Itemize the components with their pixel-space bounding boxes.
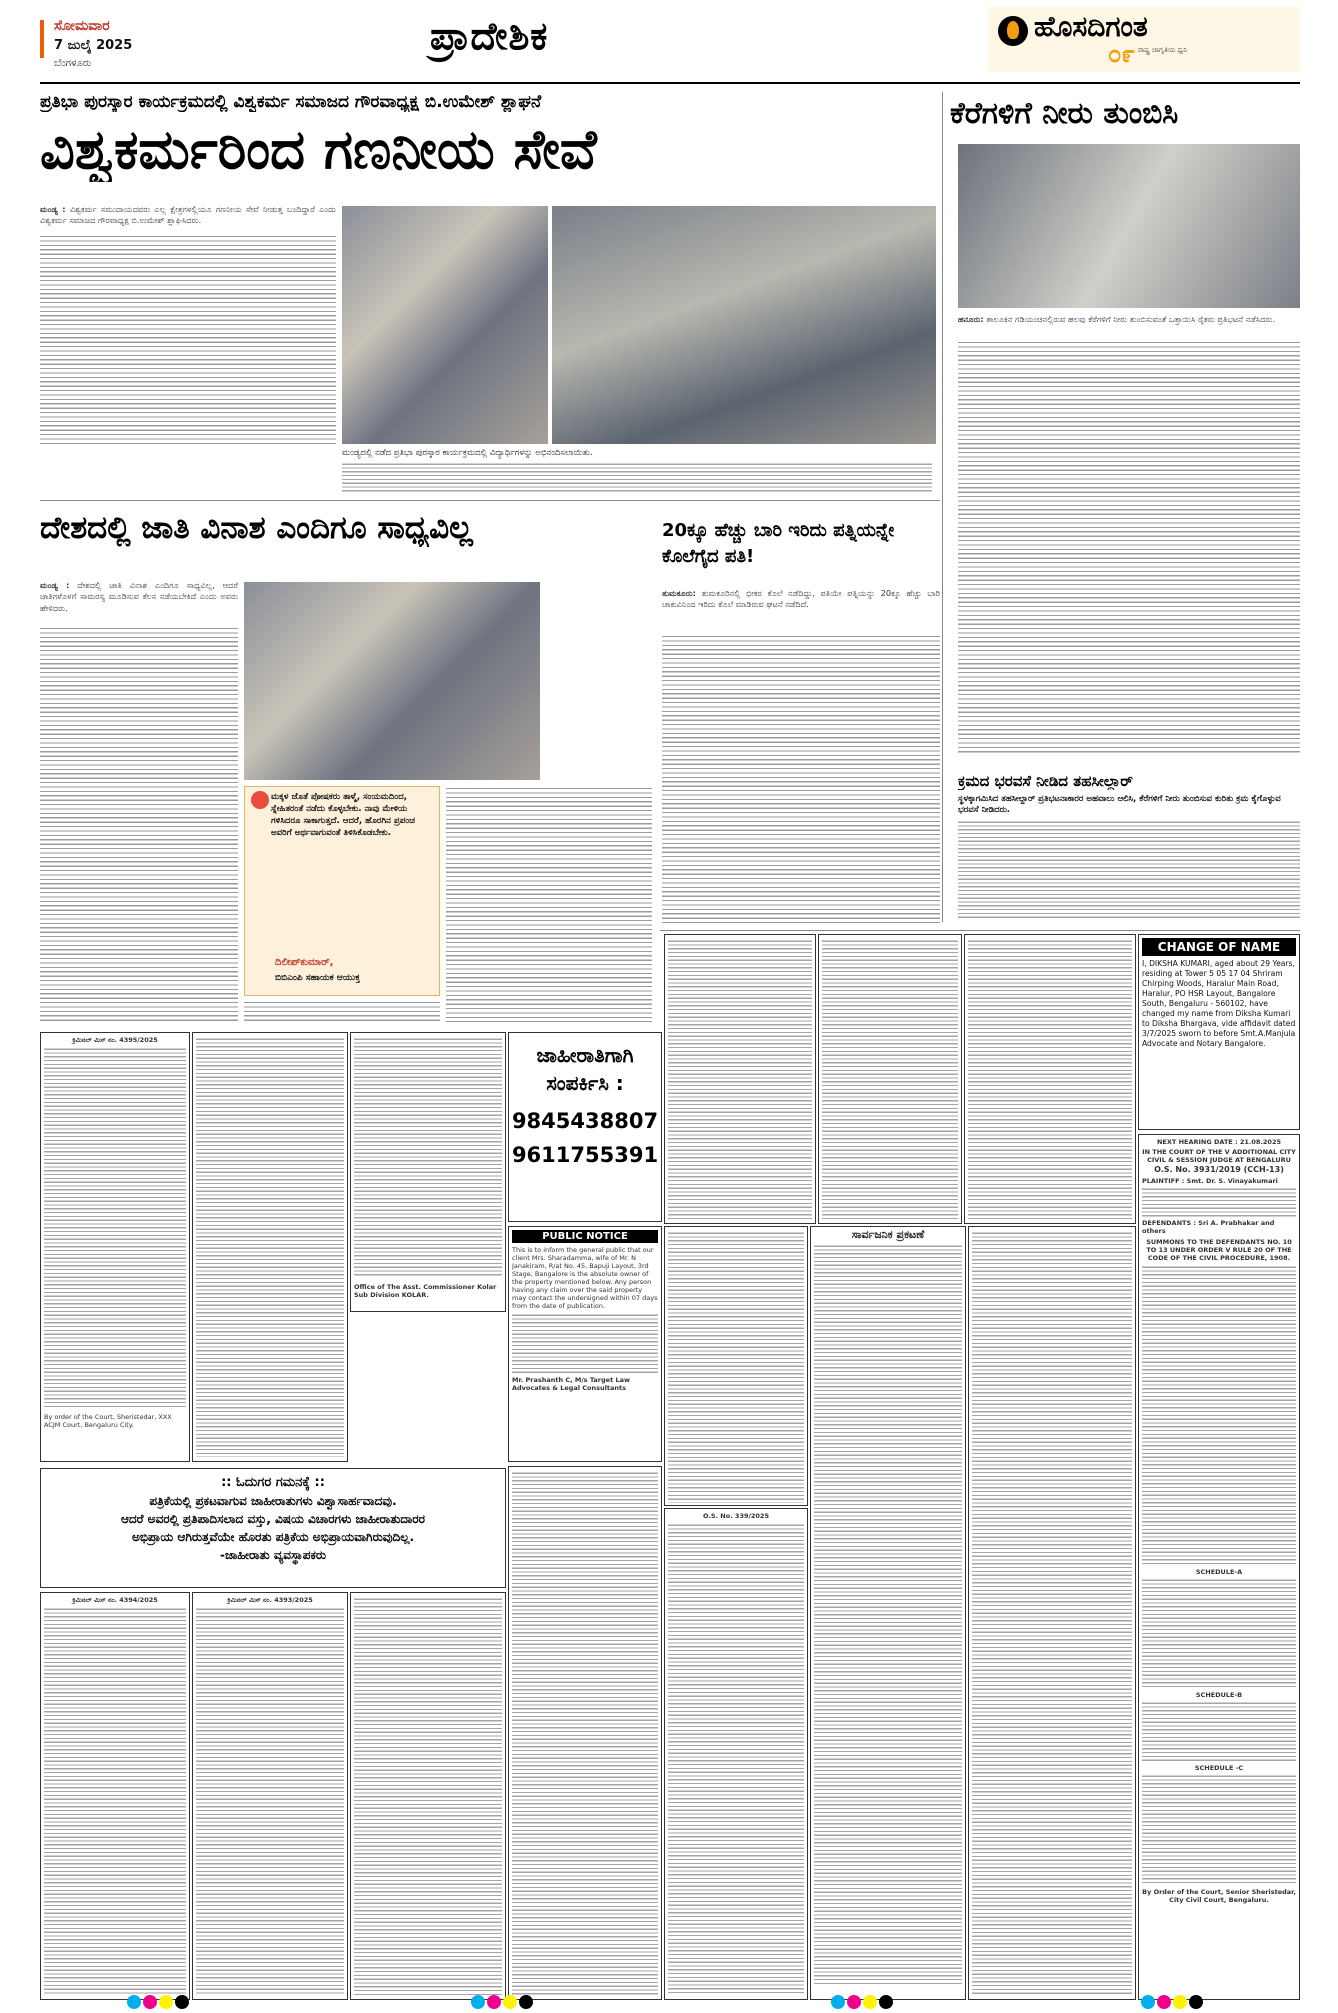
notice-col-7 bbox=[664, 1226, 808, 1506]
change-of-name-box bbox=[1138, 934, 1300, 1130]
caste-headline: ದೇಶದಲ್ಲಿ ಜಾತಿ ವಿನಾಶ ಎಂದಿಗೂ ಸಾಧ್ಯವಿಲ್ಲ bbox=[40, 510, 473, 546]
reg-dot-yellow bbox=[503, 1995, 517, 2009]
reg-group-1 bbox=[126, 1994, 190, 2013]
readers-note-box bbox=[40, 1468, 506, 1588]
reg-dot-black bbox=[1189, 1995, 1203, 2009]
tahsildar-headline: ಕ್ರಮದ ಭರವಸೆ ನೀಡಿದ ತಹಸೀಲ್ದಾರ್ bbox=[958, 772, 1133, 790]
side-body-lines bbox=[958, 340, 1300, 754]
caste-body-lines bbox=[40, 626, 238, 1024]
notice-criminal-1-lines bbox=[44, 1047, 186, 1407]
caste-dateline: ಮಂಡ್ಯ : bbox=[40, 580, 70, 590]
lead-dateline: ಮಂಡ್ಯ : bbox=[40, 204, 66, 214]
notice-criminal-3-lines bbox=[196, 1607, 344, 1995]
kolar-office: Office of The Asst. Commissioner Kolar Sub Division KOLAR. bbox=[354, 1283, 497, 1299]
notice-criminal-2-lines bbox=[44, 1607, 186, 1995]
lead-caption-lines bbox=[342, 462, 932, 492]
brand-name: ಹೊಸದಿಗಂತ bbox=[1034, 10, 1148, 43]
column-divider bbox=[942, 92, 943, 922]
notice-col-2-lines bbox=[196, 1037, 344, 1457]
murder-headline: 20ಕ್ಕೂ ಹೆಚ್ಚು ಬಾರಿ ಇರಿದು ಪತ್ನಿಯನ್ನೇ ಕೊಲೆಗೈದ ಪತಿ! bbox=[662, 520, 895, 567]
court-schedule-b: SCHEDULE-B bbox=[1195, 1691, 1243, 1699]
os-case-number: O.S. No. 339/2025 bbox=[703, 1512, 769, 1520]
ad-contact-phone-2[interactable]: 9611755391 bbox=[511, 1143, 659, 1167]
public-notice-title: PUBLIC NOTICE bbox=[512, 1230, 658, 1243]
quote-box bbox=[244, 786, 440, 996]
sarvajanika-title: ಸಾರ್ವಜನಿಕ ಪ್ರಕಟಣೆ bbox=[851, 1228, 925, 1241]
notice-col-8 bbox=[968, 1226, 1136, 2000]
reg-dot-magenta bbox=[847, 1995, 861, 2009]
court-notice-right bbox=[1138, 1134, 1300, 2000]
caste-photo bbox=[244, 582, 540, 780]
court-schedule-b-lines bbox=[1142, 1701, 1296, 1761]
side-headline: ಕೆರೆಗಳಿಗೆ ನೀರು ತುಂಬಿಸಿ bbox=[950, 96, 1179, 131]
caste-body-lines-2 bbox=[446, 786, 652, 1022]
lead-headline: ವಿಶ್ವಕರ್ಮರಿಂದ ಗಣನೀಯ ಸೇವೆ bbox=[40, 118, 597, 181]
readers-note-sign: -ಜಾಹೀರಾತು ವ್ಯವಸ್ಥಾಪಕರು bbox=[219, 1548, 327, 1562]
quote-author: ದಿಲೀಪ್‌ಕುಮಾರ್, bbox=[275, 957, 334, 968]
change-of-name-body: I, DIKSHA KUMARI, aged about 29 Years, residing at Tower 5 05 17 04 Shriram Chirping Woods, Haralur Main Road, Haralur, PO HSR Layout, Bangalore South, Bengaluru - 560102, have changed my name from Diksha Kumari to Diksha Bhargava, vide affidavit dated 3/7/2025 sworn to before Smt.A.Manjula Advocate and Notary Bangalore. bbox=[1142, 959, 1296, 1048]
registration-marks bbox=[0, 1994, 1338, 2008]
murder-dateline: ತುಮಕೂರು: bbox=[662, 588, 696, 598]
public-notice-body: This is to inform the general public that our client Mrs. Sharadamma, wife of Mr. N Janakiram, R/at No. 45, Bapuji Layout, 3rd Stage, Bangalore is the absolute owner of the property mentioned below. Any person having any claim over the said property may contact the undersigned within 07 days from the date of publication. bbox=[512, 1246, 658, 1310]
brand-logo-icon bbox=[998, 16, 1028, 46]
masthead-date: 7 ಜುಲೈ 2025 bbox=[54, 38, 133, 53]
court-schedule-a: SCHEDULE-A bbox=[1195, 1568, 1243, 1576]
caste-text-column bbox=[40, 580, 238, 1024]
public-notice-box bbox=[508, 1226, 662, 1462]
tahsildar-text: ಸ್ಥಳಕ್ಕಾಗಮಿಸಿದ ತಹಸೀಲ್ದಾರ್ ಪ್ರತಿಭಟನಾಕಾರರ ಅಹವಾಲು ಆಲಿಸಿ, ಕೆರೆಗಳಿಗೆ ನೀರು ತುಂಬಿಸುವ ಕುರಿತು ಕ್ರಮ ಕೈಗೊಳ್ಳುವ ಭರವಸೆ ನೀಡಿದರು. bbox=[958, 794, 1281, 815]
masthead bbox=[40, 10, 1300, 70]
ad-contact-box bbox=[508, 1032, 662, 1222]
brand-tagline: ರಾಷ್ಟ್ರ ಜಾಗೃತಿಯ ಧ್ವನಿ bbox=[1138, 46, 1188, 54]
notice-col-8-lines bbox=[972, 1231, 1132, 1995]
notice-criminal-2-title: ಕ್ರಿಮಿನಲ್ ಮಿಸ್ ನಂ. 4394/2025 bbox=[72, 1596, 158, 1604]
side-text: ತಾಲೂಕಿನ ಗಡಿಯಂಚಿನಲ್ಲಿರುವ ಹಲವು ಕೆರೆಗಳಿಗೆ ನೀರು ತುಂಬಿಸುವಂತೆ ಒತ್ತಾಯಿಸಿ ರೈತರು ಪ್ರತಿಭಟನೆ ನಡೆಸಿದರು. bbox=[986, 314, 1276, 324]
reg-dot-cyan bbox=[471, 1995, 485, 2009]
court-case-number: O.S. No. 3931/2019 (CCH-13) bbox=[1154, 1165, 1284, 1174]
masthead-left-bar bbox=[40, 20, 44, 58]
caste-body-lines-3 bbox=[244, 1000, 440, 1024]
court-name: IN THE COURT OF THE V ADDITIONAL CITY CIVIL & SESSION JUDGE AT BENGALURU bbox=[1142, 1148, 1296, 1164]
lead-photo-caption: ಮಂಡ್ಯದಲ್ಲಿ ನಡೆದ ಪ್ರತಿಭಾ ಪುರಸ್ಕಾರ ಕಾರ್ಯಕ್ರಮದಲ್ಲಿ ವಿದ್ಯಾರ್ಥಿಗಳನ್ನು ಅಭಿನಂದಿಸಲಾಯಿತು. bbox=[342, 448, 593, 458]
notice-col-4 bbox=[664, 934, 816, 1224]
masthead-city: ಬೆಂಗಳೂರು bbox=[54, 58, 92, 69]
quote-icon bbox=[251, 791, 269, 809]
lead-body-lines bbox=[40, 234, 336, 444]
murder-headline-box bbox=[662, 518, 940, 580]
reg-dot-yellow bbox=[159, 1995, 173, 2009]
notice-col-5-lines bbox=[822, 939, 958, 1219]
reg-dot-black bbox=[879, 1995, 893, 2009]
lead-kicker: ಪ್ರತಿಭಾ ಪುರಸ್ಕಾರ ಕಾರ್ಯಕ್ರಮದಲ್ಲಿ ವಿಶ್ವಕರ್ಮ ಸಮಾಜದ ಗೌರವಾಧ್ಯಕ್ಷ ಬಿ.ಉಮೇಶ್ ಶ್ಲಾಘನೆ bbox=[40, 92, 542, 112]
notice-col-5 bbox=[818, 934, 962, 1224]
ad-contact-title: ಜಾಹೀರಾತಿಗಾಗಿ bbox=[536, 1043, 634, 1067]
notice-criminal-2 bbox=[40, 1592, 190, 2000]
court-summons: SUMMONS TO THE DEFENDANTS NO. 10 TO 13 UNDER ORDER V RULE 20 OF THE CODE OF THE CIVIL PROCEDURE, 1908. bbox=[1146, 1238, 1292, 1262]
brand-box bbox=[988, 6, 1300, 72]
side-dateline: ಹನೂರು: bbox=[958, 314, 984, 324]
caste-text: ದೇಶದಲ್ಲಿ ಜಾತಿ ವಿನಾಶ ಎಂದಿಗೂ ಸಾಧ್ಯವಿಲ್ಲ, ಆದರೆ ಜಾತಿಗಳೊಳಗೆ ಸಾಮರಸ್ಯ ಮೂಡಿಸುವ ಕೆಲಸ ನಡೆಯಬೇಕಿದೆ ಎಂದು ಅವರು ಹೇಳಿದರು. bbox=[40, 580, 238, 613]
murder-text-column bbox=[662, 588, 940, 926]
lead-text-column bbox=[40, 204, 336, 444]
section-title: ಪ್ರಾದೇಶಿಕ bbox=[430, 14, 549, 58]
sarvajanika-lines bbox=[814, 1244, 962, 1984]
notice-col-9-lines bbox=[354, 1597, 502, 1997]
section-rule-1 bbox=[40, 500, 940, 501]
reg-dot-cyan bbox=[831, 1995, 845, 2009]
readers-note-line-1: ಪತ್ರಿಕೆಯಲ್ಲಿ ಪ್ರಕಟವಾಗುವ ಜಾಹೀರಾತುಗಳು ವಿಶ್ವಾಸಾರ್ಹವಾದವು. bbox=[149, 1494, 397, 1508]
court-signature: By Order of the Court, Senior Sheristedar, City Civil Court, Bengaluru. bbox=[1142, 1888, 1296, 1904]
masthead-rule bbox=[40, 82, 1300, 84]
notice-criminal-3-title: ಕ್ರಿಮಿನಲ್ ಮಿಸ್ ನಂ. 4393/2025 bbox=[227, 1596, 313, 1604]
reg-group-2 bbox=[470, 1994, 534, 2013]
notice-col-3 bbox=[350, 1032, 506, 1312]
os-court-lines bbox=[668, 1523, 804, 1993]
reg-dot-cyan bbox=[1141, 1995, 1155, 2009]
notice-col-10 bbox=[508, 1466, 662, 2000]
court-body-lines bbox=[1142, 1265, 1296, 1565]
lead-photo-right bbox=[552, 206, 936, 444]
public-notice-lines bbox=[512, 1313, 658, 1373]
readers-note-line-2: ಆದರೆ ಅವರಲ್ಲಿ ಪ್ರತಿಪಾದಿಸಲಾದ ವಸ್ತು, ವಿಷಯ ವಿಚಾರಗಳು ಜಾಹೀರಾತುದಾರರ bbox=[120, 1512, 425, 1526]
court-schedule-a-lines bbox=[1142, 1578, 1296, 1688]
readers-note-title: :: ಓದುಗರ ಗಮನಕ್ಕೆ :: bbox=[221, 1475, 325, 1490]
readers-note-line-3: ಅಭಿಪ್ರಾಯ ಆಗಿರುತ್ತವೆಯೇ ಹೊರತು ಪತ್ರಿಕೆಯ ಅಭಿಪ್ರಾಯವಾಗಿರುವುದಿಲ್ಲ. bbox=[131, 1530, 415, 1544]
reg-group-3 bbox=[830, 1994, 894, 2013]
court-defendants: DEFENDANTS : Sri A. Prabhakar and others bbox=[1142, 1219, 1275, 1235]
notice-os-court bbox=[664, 1508, 808, 2000]
public-notice-advocate: Mr. Prashanth C, M/s Target Law Advocates & Legal Consultants bbox=[512, 1376, 630, 1392]
notice-sarvajanika bbox=[810, 1226, 966, 2000]
lead-text: ವಿಶ್ವಕರ್ಮ ಸಮುದಾಯದವರು ಎಲ್ಲ ಕ್ಷೇತ್ರಗಳಲ್ಲಿಯೂ ಗಣನೀಯ ಸೇವೆ ನೀಡುತ್ತ ಬಂದಿದ್ದಾರೆ ಎಂದು ವಿಶ್ವಕರ್ಮ ಸಮಾಜದ ಗೌರವಾಧ್ಯಕ್ಷ ಬಿ.ಉಮೇಶ್ ಶ್ಲಾಘಿಸಿದರು. bbox=[40, 204, 336, 226]
side-text-column bbox=[958, 314, 1300, 754]
tahsildar-lines bbox=[958, 820, 1300, 920]
murder-body-lines bbox=[662, 634, 940, 926]
ad-contact-subtitle: ಸಂಪರ್ಕಿಸಿ : bbox=[546, 1071, 624, 1095]
reg-dot-magenta bbox=[143, 1995, 157, 2009]
section-rule-2 bbox=[660, 930, 1300, 931]
notice-criminal-1-sign: By order of the Court, Sheristedar, XXX ACJM Court, Bengaluru City. bbox=[44, 1413, 172, 1429]
reg-group-4 bbox=[1140, 1994, 1204, 2013]
reg-dot-yellow bbox=[1173, 1995, 1187, 2009]
notice-col-6 bbox=[964, 934, 1136, 1224]
quote-role: ಬಿಬಿಎಂಪಿ ಸಹಾಯಕ ಆಯುಕ್ತ bbox=[275, 973, 361, 983]
notice-col-4-lines bbox=[668, 939, 812, 1219]
notice-criminal-1-title: ಕ್ರಿಮಿನಲ್ ಮಿಸ್ ನಂ. 4395/2025 bbox=[72, 1036, 158, 1044]
lead-photo-left bbox=[342, 206, 548, 444]
murder-text: ತುಮಕೂರಿನಲ್ಲಿ ಭೀಕರ ಕೊಲೆ ನಡೆದಿದ್ದು, ಪತಿಯೇ ಪತ್ನಿಯನ್ನು 20ಕ್ಕೂ ಹೆಚ್ಚು ಬಾರಿ ಚಾಕುವಿನಿಂದ ಇರಿದು ಕೊಲೆ ಮಾಡಿರುವ ಘಟನೆ ನಡೆದಿದೆ. bbox=[662, 588, 940, 610]
court-plaintiff: PLAINTIFF : Smt. Dr. S. Vinayakumari bbox=[1142, 1177, 1278, 1185]
reg-dot-magenta bbox=[487, 1995, 501, 2009]
masthead-day: ಸೋಮವಾರ bbox=[54, 18, 110, 34]
quote-text: ಮಕ್ಕಳ ಜೊತೆ ಪೋಷಕರು ತಾಳ್ಮೆ, ಸಂಯಮದಿಂದ, ಸ್ನೇಹಿತರಂತೆ ನಡೆದು ಕೊಳ್ಳಬೇಕು. ನಾವು ಮೇಳಿಯ ಗಳಿಸಿದರೂ ಸಾಕಾಗುತ್ತದೆ. ಆದರೆ, ಹೊರಗಿನ ಪ್ರಪಂಚ ಅವರಿಗೆ ಅರ್ಥವಾಗುವಂತೆ ತಿಳಿಸಿಕೊಡಬೇಕು. bbox=[271, 792, 416, 838]
change-of-name-title: CHANGE OF NAME bbox=[1142, 938, 1296, 956]
reg-dot-cyan bbox=[127, 1995, 141, 2009]
court-schedule-c: SCHEDULE -C bbox=[1194, 1764, 1244, 1772]
notice-col-7-lines bbox=[668, 1231, 804, 1503]
notice-col-3-lines bbox=[354, 1037, 502, 1277]
notice-col-6-lines bbox=[968, 939, 1132, 1219]
notice-col-2 bbox=[192, 1032, 348, 1462]
side-photo bbox=[958, 144, 1300, 308]
reg-dot-yellow bbox=[863, 1995, 877, 2009]
notice-col-10-lines bbox=[512, 1471, 658, 1997]
notice-criminal-3 bbox=[192, 1592, 348, 2000]
court-hearing-date: NEXT HEARING DATE : 21.08.2025 bbox=[1156, 1138, 1281, 1146]
reg-dot-magenta bbox=[1157, 1995, 1171, 2009]
page-number: ೦೯ bbox=[1108, 40, 1135, 68]
notice-col-9 bbox=[350, 1592, 506, 2000]
reg-dot-black bbox=[175, 1995, 189, 2009]
ad-contact-phone-1[interactable]: 9845438807 bbox=[511, 1109, 659, 1133]
court-schedule-c-lines bbox=[1142, 1774, 1296, 1884]
notice-criminal-1 bbox=[40, 1032, 190, 1462]
reg-dot-black bbox=[519, 1995, 533, 2009]
court-plaintiff-lines bbox=[1142, 1187, 1296, 1217]
